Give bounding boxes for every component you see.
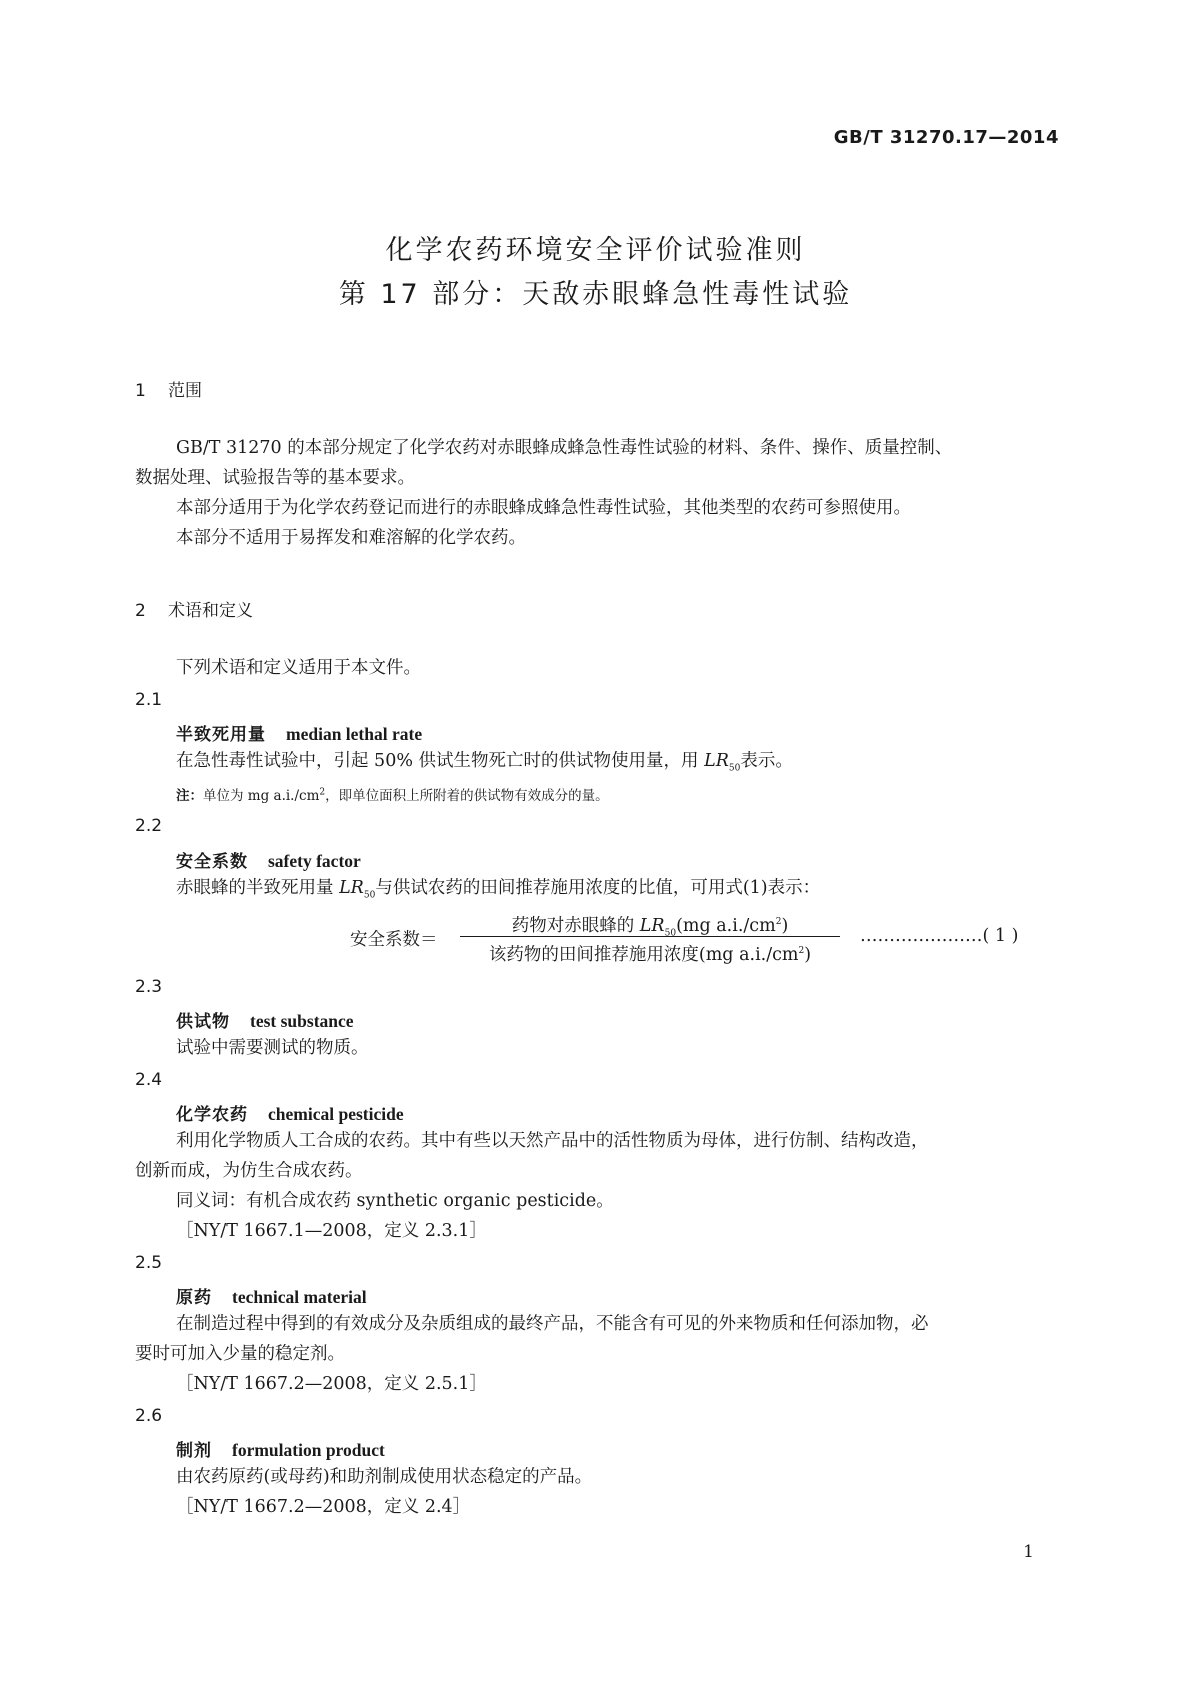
lr-subscript: 50 <box>363 890 376 901</box>
term-2-6-chinese: 制剂 <box>176 1441 212 1461</box>
fraction-bar <box>460 936 840 937</box>
section-2-title: 术语和定义 <box>168 601 253 621</box>
scope-paragraph-1-line-2: 数据处理、试验报告等的基本要求。 <box>135 468 415 488</box>
term-2-1-heading <box>176 720 422 745</box>
scope-paragraph-2: 本部分适用于为化学农药登记而进行的赤眼蜂成蜂急性毒性试验，其他类型的农药可参照使用。 <box>176 498 911 518</box>
scope-paragraph-3: 本部分不适用于易挥发和难溶解的化学农药。 <box>176 528 526 548</box>
lr-subscript: 50 <box>664 928 677 939</box>
note-label: 注： <box>176 788 203 804</box>
term-2-1-definition <box>176 750 793 780</box>
formula-fraction <box>460 910 840 965</box>
term-2-1-def-text: 在急性毒性试验中，引起 50% 供试生物死亡时的供试物使用量，用 <box>176 751 705 771</box>
term-2-4-number: 2.4 <box>135 1070 163 1090</box>
term-2-1-number: 2.1 <box>135 690 163 710</box>
term-2-4-english: chemical pesticide <box>268 1104 404 1124</box>
term-2-2-number: 2.2 <box>135 816 163 836</box>
formula-equation-number: …………………( 1 ) <box>860 926 1019 946</box>
numerator-unit: (mg a.i./cm <box>676 915 776 936</box>
term-2-1-chinese: 半致死用量 <box>176 725 266 745</box>
term-2-6-number: 2.6 <box>135 1406 163 1426</box>
term-2-4-chinese: 化学农药 <box>176 1105 248 1125</box>
term-2-3-chinese: 供试物 <box>176 1012 230 1032</box>
section-2-number: 2 <box>135 601 146 621</box>
page-number: 1 <box>1023 1542 1034 1562</box>
formula-numerator <box>460 910 840 939</box>
term-2-4-definition-line-1: 利用化学物质人工合成的农药。其中有些以天然产品中的活性物质为母体，进行仿制、结构改造， <box>176 1131 929 1151</box>
term-2-5-definition-line-1: 在制造过程中得到的有效成分及杂质组成的最终产品，不能含有可见的外来物质和任何添加物，必 <box>176 1314 929 1334</box>
title-line-1: 化学农药环境安全评价试验准则 <box>385 235 806 266</box>
note-text-end: ，即单位面积上所附着的供试物有效成分的量。 <box>325 788 609 804</box>
term-2-5-english: technical material <box>232 1287 367 1307</box>
term-2-6-definition: 由农药原药(或母药)和助剂制成使用状态稳定的产品。 <box>176 1467 593 1487</box>
note-superscript: 2 <box>319 787 326 798</box>
term-2-2-def-text: 赤眼蜂的半致死用量 <box>176 878 340 898</box>
section-1-heading <box>135 376 202 401</box>
term-2-3-definition: 试验中需要测试的物质。 <box>176 1038 369 1058</box>
term-2-3-english: test substance <box>250 1011 354 1031</box>
term-2-5-number: 2.5 <box>135 1253 163 1273</box>
denominator-close: ) <box>804 944 812 965</box>
term-2-4-heading <box>176 1100 404 1125</box>
term-2-5-definition-line-2: 要时可加入少量的稳定剂。 <box>135 1344 345 1364</box>
denominator-text: 该药物的田间推荐施用浓度(mg a.i./cm <box>488 944 799 965</box>
scope-paragraph-1-line-1: GB/T 31270 的本部分规定了化学农药对赤眼蜂成蜂急性毒性试验的材料、条件、操作、质量控制、 <box>176 438 953 458</box>
standard-number: GB/T 31270.17—2014 <box>833 127 1059 148</box>
terms-intro: 下列术语和定义适用于本文件。 <box>176 658 421 678</box>
term-2-5-source: ［NY/T 1667.2—2008，定义 2.5.1］ <box>176 1374 487 1394</box>
numerator-superscript: 2 <box>775 917 782 927</box>
term-2-5-heading <box>176 1283 367 1308</box>
term-2-1-def-end: 表示。 <box>740 751 793 771</box>
section-1-title: 范围 <box>168 381 202 401</box>
term-2-1-english: median lethal rate <box>286 724 423 744</box>
term-2-3-heading <box>176 1007 354 1032</box>
section-1-number: 1 <box>135 381 146 401</box>
title-line-2: 第 17 部分：天敌赤眼蜂急性毒性试验 <box>338 279 853 310</box>
numerator-text: 药物对赤眼蜂的 <box>511 915 640 936</box>
term-2-2-definition <box>176 877 820 907</box>
lr-symbol: LR <box>639 915 665 936</box>
term-2-4-definition-line-2: 创新而成，为仿生合成农药。 <box>135 1161 363 1181</box>
numerator-close: ) <box>781 915 789 936</box>
term-2-2-heading <box>176 847 361 872</box>
term-2-6-heading <box>176 1436 385 1461</box>
term-2-2-chinese: 安全系数 <box>176 852 248 872</box>
term-2-6-english: formulation product <box>232 1440 385 1460</box>
lr-symbol: LR <box>339 878 364 898</box>
section-2-heading <box>135 596 253 621</box>
lr-subscript: 50 <box>728 763 741 774</box>
term-2-3-number: 2.3 <box>135 977 163 997</box>
formula-denominator <box>460 939 840 965</box>
denominator-superscript: 2 <box>798 946 805 956</box>
term-2-5-chinese: 原药 <box>176 1288 212 1308</box>
term-2-4-synonym: 同义词：有机合成农药 synthetic organic pesticide。 <box>176 1191 614 1211</box>
term-2-1-note <box>176 784 609 804</box>
term-2-2-def-end: 与供试农药的田间推荐施用浓度的比值，可用式(1)表示： <box>375 878 821 898</box>
term-2-4-source: ［NY/T 1667.1—2008，定义 2.3.1］ <box>176 1221 487 1241</box>
note-text: 单位为 mg a.i./cm <box>203 788 320 804</box>
term-2-6-source: ［NY/T 1667.2—2008，定义 2.4］ <box>176 1497 471 1517</box>
term-2-2-english: safety factor <box>268 851 361 871</box>
formula-lhs: 安全系数＝ <box>350 930 438 950</box>
lr-symbol: LR <box>704 751 729 771</box>
